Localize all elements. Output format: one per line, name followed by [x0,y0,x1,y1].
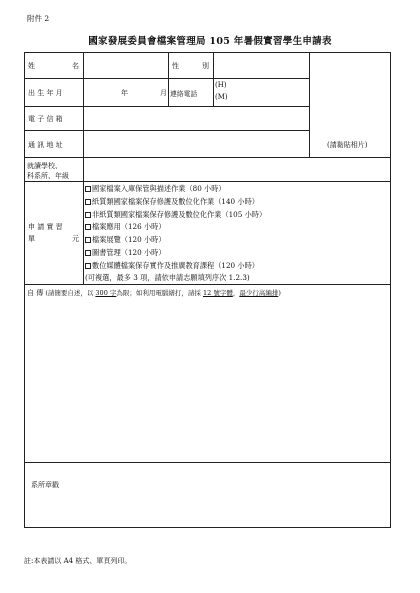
name-field[interactable] [84,53,168,78]
option-digital-media[interactable]: 數位媒體檔案保存實作及推廣教育課程（120 小時） [85,261,259,271]
checkbox-icon[interactable] [85,199,91,205]
gender-label: 性 別 [172,62,209,70]
gender-field[interactable] [214,53,309,78]
row-divider [24,284,391,285]
option-archives-storage[interactable]: 國家檔案入庫保管與描述作業（80 小時） [85,184,226,194]
option-archives-exhibition[interactable]: 檔案展覽（120 小時） [85,235,166,245]
option-nonpaper-preservation[interactable]: 非紙質類國家檔案保存修護及數位化作業（105 小時） [85,210,266,220]
checkbox-icon[interactable] [85,212,91,218]
school-label-line2: 科系所、年級 [27,172,69,180]
contact-phone-label: 連絡電話 [170,90,198,98]
checkbox-icon[interactable] [85,250,91,256]
annex-label: 附件 2 [27,14,50,23]
dept-stamp-area[interactable] [25,463,390,527]
address-field[interactable] [84,131,309,157]
option-library-management[interactable]: 圖書管理（120 小時） [85,248,166,258]
checkbox-icon[interactable] [85,224,91,230]
option-paper-preservation[interactable]: 紙質類國家檔案保存修護及數位化作業（140 小時） [85,197,259,207]
month-label: 月 [160,89,167,97]
dept-stamp-label: 系所章戳 [31,481,59,489]
dob-label: 出 生 年 月 [28,89,63,97]
school-field[interactable] [84,158,390,181]
school-label-line1: 就讀學校、 [27,162,62,170]
form-title: 國家發展委員會檔案管理局 105 年暑假實習學生申請表 [88,36,332,47]
year-label: 年 [121,89,128,97]
options-note: (可複選，最多 3 項，請依申請志願填列序次 1.2.3) [85,273,250,282]
phone-home-label[interactable]: (H) [215,81,227,89]
checkbox-icon[interactable] [85,263,91,269]
column-divider [168,52,169,106]
unit-label-line1: 申 請 實 習 [28,223,63,231]
row-divider [24,181,391,182]
footer-note: 註:本表請以 A4 格式、單頁列印。 [24,557,132,565]
address-label: 通 訊 地 址 [28,141,63,149]
checkbox-icon[interactable] [85,237,91,243]
name-label: 姓 名 [28,62,79,70]
phone-mobile-label[interactable]: (M) [215,93,228,101]
checkbox-icon[interactable] [85,186,91,192]
option-archives-application[interactable]: 檔案應用（126 小時） [85,222,166,232]
unit-label-line2: 單 元 [28,235,79,243]
bio-header: 自 傳 (請簡要自述，以 300 字為限；如利用電腦繕打，請採 12 號字體，最少行高編排) [27,289,281,297]
email-label: 電 子 信 箱 [28,115,63,123]
photo-note: (請黏貼相片) [327,141,368,149]
bio-field[interactable] [25,298,390,461]
email-field[interactable] [84,107,309,130]
